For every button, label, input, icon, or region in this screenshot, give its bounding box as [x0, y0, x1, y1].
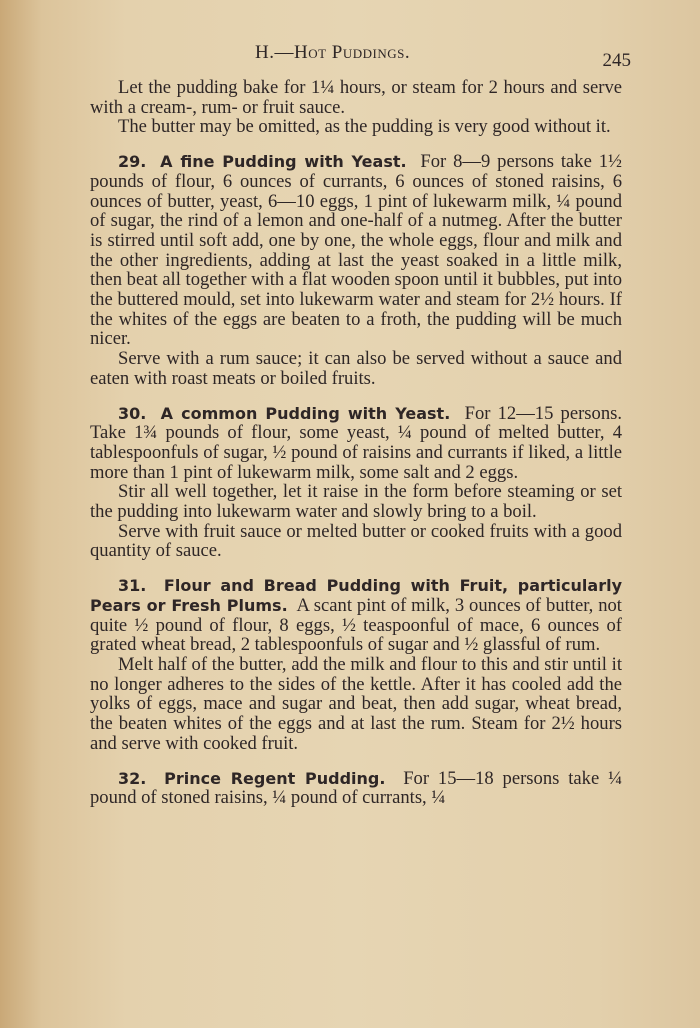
recipe-note: Serve with fruit sauce or melted butter or cooked fruits with a good quantity of sauce.: [90, 520, 622, 562]
recipe-note: Stir all well together, let it raise in the form before steaming or set the pudding into lukewarm water and slowly bring to a boil.: [90, 481, 622, 523]
page-number: 245: [602, 50, 631, 71]
intro-paragraph: The butter may be omitted, as the pudding is very good without it.: [118, 116, 611, 138]
recipe-title: A fine Pudding with Yeast.: [160, 152, 407, 172]
recipe-body: A scant pint of milk, 3 ounces of butter, not quite ½ pound of flour, 8 eggs, ½ teaspoonful of mace, 6 ounces of grated wheat bread, 2 tablespoonfuls of sugar and ½ glassful of rum.: [90, 594, 622, 656]
recipe-body: For 12—15 persons. Take 1¾ pounds of flour, some yeast, ¼ pound of melted butter, 4 tablespoonfuls of sugar, ½ pound of raisins and currants if liked, a little more than 1 pint of lukewarm milk, some salt and 2 eggs.: [90, 402, 623, 483]
recipe-title: A common Pudding with Yeast.: [160, 403, 451, 423]
page-header: [90, 42, 631, 71]
recipe-31: [90, 576, 622, 655]
recipe-body: For 8—9 persons take 1½ pounds of flour, 6 ounces of currants, 6 ounces of stoned raisins, 6 ounces of butter, yeast, 6—10 eggs, 1 pint of lukewarm milk, ¼ pound of sugar, the rind of a lemon and one-half of a nutmeg. After the butter is stirred until soft add, one by one, the whole eggs, flour and milk and the other ingredients, adding at last the yeast soaked in a little milk, then beat all together with a flat wooden spoon until it bubbles, put into the buttered mould, set into lukewarm water and steam for 2½ hours. If the whites of the eggs are beaten to a froth, the pudding will be much nicer.: [90, 151, 622, 350]
recipe-title: Prince Regent Pudding.: [164, 768, 386, 788]
intro-paragraph: Let the pudding bake for 1¼ hours, or steam for 2 hours and serve with a cream-, rum- or fruit sauce.: [90, 77, 622, 118]
recipe-title: Flour and Bread Pudding with Fruit, particularly Pears or Fresh Plums.: [90, 576, 622, 615]
recipe-note: Serve with a rum sauce; it can also be served without a sauce and eaten with roast meats or boiled fruits.: [90, 348, 622, 389]
recipe-number: 32.: [118, 768, 147, 788]
recipe-body: For 15—18 persons take ¼ pound of stoned raisins, ¼ pound of currants, ¼: [90, 767, 623, 809]
recipe-note: Melt half of the butter, add the milk and flour to this and stir until it no longer adheres to the sides of the kettle. After it has cooled add the yolks of eggs, mace and sugar and beat, then add sugar, wheat bread, the beaten whites of the eggs and at last the rum. Steam for 2½ hours and serve with cooked fruit.: [90, 653, 622, 754]
recipe-29: [90, 152, 622, 349]
recipe-number: 29.: [118, 152, 147, 172]
recipe-32: [90, 769, 622, 808]
running-head: H.—Hot Puddings.: [255, 42, 411, 63]
recipe-30: [90, 404, 622, 483]
recipe-number: 31.: [118, 576, 147, 596]
recipe-number: 30.: [118, 403, 147, 423]
page-body: [90, 78, 622, 808]
